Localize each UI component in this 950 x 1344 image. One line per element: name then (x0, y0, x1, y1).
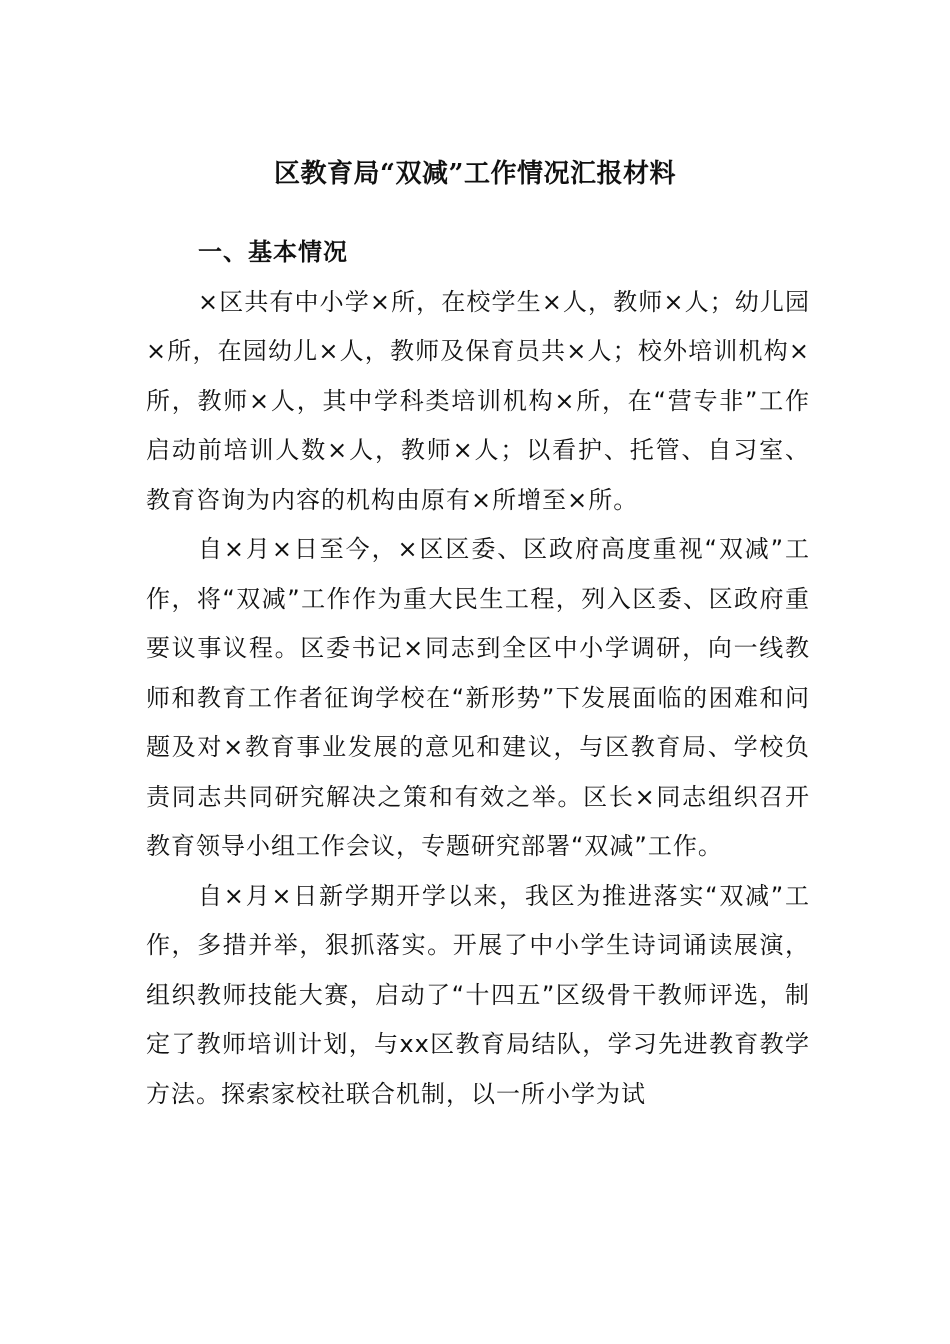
paragraph-1: ×区共有中小学×所，在校学生×人，教师×人；幼儿园×所，在园幼儿×人，教师及保育员共×人；校外培训机构×所，教师×人，其中学科类培训机构×所，在“营专非”工作启动前培训人数×人，教师×人；以看护、托管、自习室、教育咨询为内容的机构由原有×所增至×所。 (146, 287, 810, 514)
paragraph-3: 自×月×日新学期开学以来，我区为推进落实“双减”工作，多措并举，狠抓落实。开展了中小学生诗词诵读展演，组织教师技能大赛，启动了“十四五”区级骨干教师评选，制定了教师培训计划，与xx区教育局结队，学习先进教育教学方法。探索家校社联合机制，以一所小学为试 (146, 881, 810, 1108)
document-body (146, 228, 810, 1119)
paragraph-2: 自×月×日至今，×区区委、区政府高度重视“双减”工作，将“双减”工作作为重大民生工程，列入区委、区政府重要议事议程。区委书记×同志到全区中小学调研，向一线教师和教育工作者征询学校在“新形势”下发展面临的困难和问题及对×教育事业发展的意见和建议，与区教育局、学校负责同志共同研究解决之策和有效之举。区长×同志组织召开教育领导小组工作会议，专题研究部署“双减”工作。 (146, 535, 810, 860)
document-title: 区教育局“双减”工作情况汇报材料 (274, 159, 676, 189)
section-heading: 一、基本情况 (198, 238, 348, 266)
